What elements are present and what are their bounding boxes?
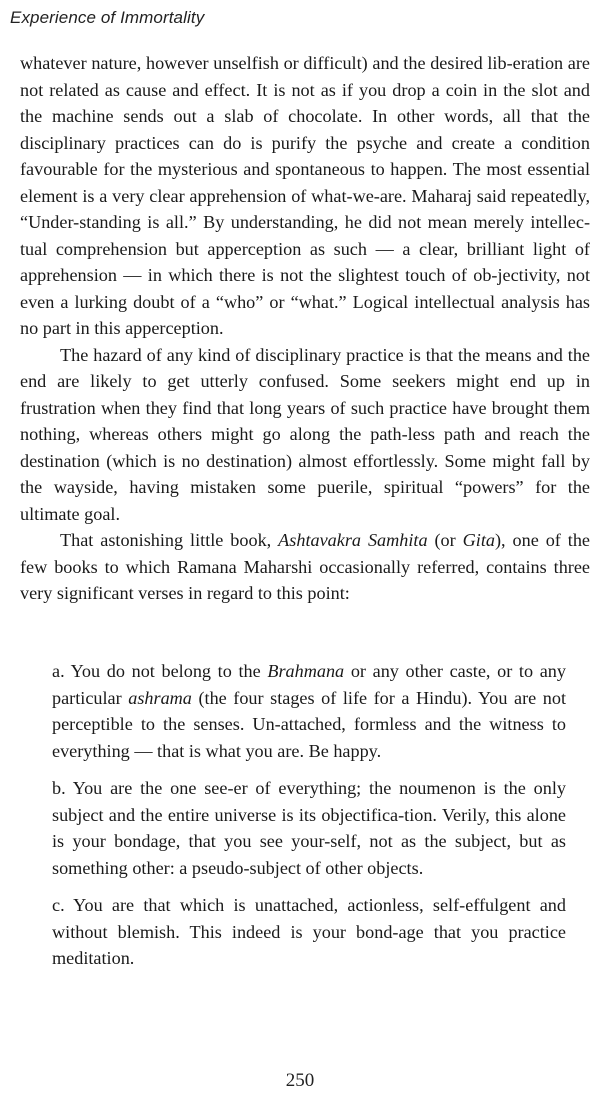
text-run: (or xyxy=(427,530,463,550)
verse-a xyxy=(52,658,566,764)
italic-run: Brahmana xyxy=(267,661,345,681)
text-run: (the four stages of life for a Hindu). You are not perceptible to the senses. Un-attached, formless and the witness to everything — that is what you are. Be happy. xyxy=(52,687,566,761)
italic-run: Gita xyxy=(462,530,495,550)
text-run: The hazard of any kind of disciplinary practice is that the means and the end are likely to get utterly confused. Some seekers might end up in frustration when they find that long years of such practice have brought them nothing, whereas others might go along the path-less path and reach the destination (which is no destination) almost effortlessly. Some might fall by the wayside, having mistaken some puerile, spiritual “powers” for the ultimate goal. xyxy=(20,344,590,524)
body-text xyxy=(20,50,590,607)
text-run: a. You do not belong to the xyxy=(52,661,268,681)
text-run: c. You are that which is unattached, actionless, self-effulgent and without blemish. This indeed is your bond-age that you practice meditation. xyxy=(52,895,566,968)
running-head: Experience of Immortality xyxy=(10,8,205,27)
verse-c xyxy=(52,892,566,972)
text-run: or any other caste, or to any particular xyxy=(52,661,566,708)
text-run: ), one of the few books to which Ramana Maharshi occasionally referred, contains three very significant verses in regard to this point: xyxy=(20,530,591,603)
italic-run: ashrama xyxy=(128,687,192,708)
quoted-verses xyxy=(52,658,566,983)
text-run: whatever nature, however unselfish or difficult) and the desired lib-eration are not related as cause and effect. It is not as if you drop a coin in the slot and the machine sends out a slab of chocolate. In other words, all that the disciplinary practices can do is purify the psyche and create a condition favourable for the mysterious and spontaneous to happen. The most essential element is a very clear apprehension of what-we-are. Maharaj said repeatedly, “Under-standing is all.” By understanding, he did not mean merely intellec-tual comprehension but apperception as such — a clear, brilliant light of apprehension — in which there is not the slightest touch of ob-jectivity, not even a lurking doubt of a “who” or “what.” Logical intellectual analysis has no part in this apperception. xyxy=(20,53,590,338)
verse-b xyxy=(52,775,566,881)
page-number: 250 xyxy=(285,1070,315,1091)
text-run: That astonishing little book, xyxy=(60,530,279,550)
italic-run: Ashtavakra Samhita xyxy=(278,530,428,550)
paragraph-3 xyxy=(20,527,590,607)
paragraph-1 xyxy=(20,50,590,342)
paragraph-2 xyxy=(20,342,590,528)
text-run: b. You are the one see-er of everything; the noumenon is the only subject and the entire universe is its objectifica-tion. Verily, this alone is your bondage, that you see your-self, not as the subject, but as something other: a pseudo-subject of other objects. xyxy=(52,778,566,878)
